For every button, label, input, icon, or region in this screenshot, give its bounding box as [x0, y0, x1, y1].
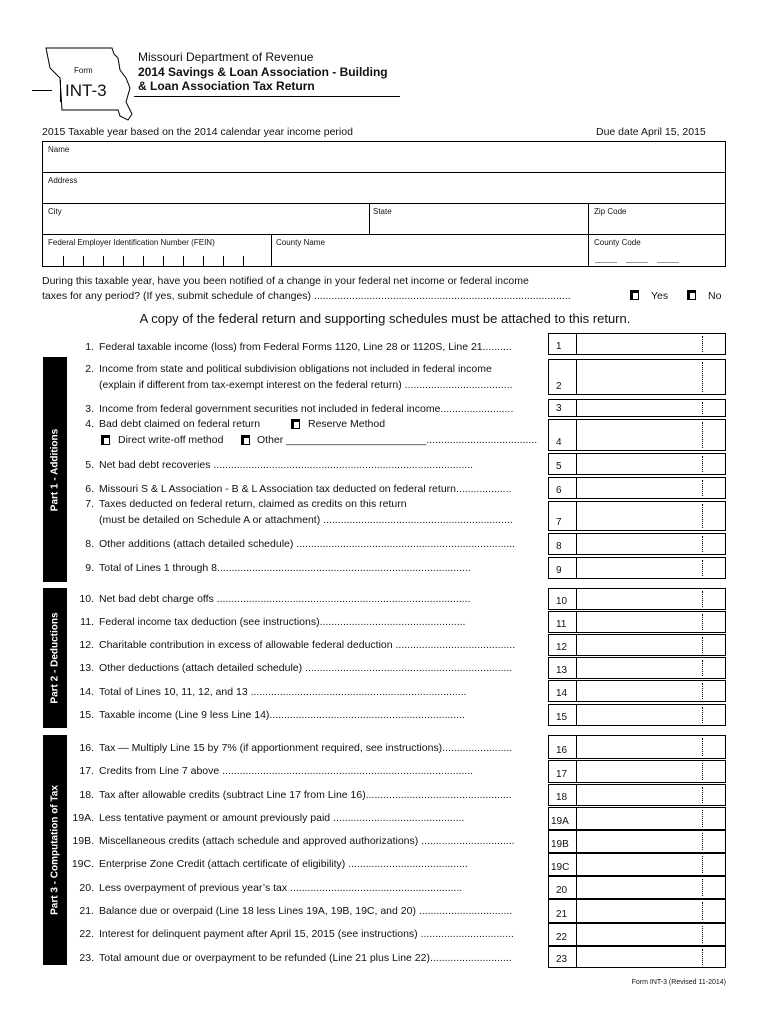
reserve-method-label: Reserve Method: [308, 418, 386, 430]
line-1-text: Federal taxable income (loss) from Federal Forms 1120, Line 28 or 1120S, Line 21..........: [99, 341, 512, 353]
line-19b-amount[interactable]: [548, 830, 726, 853]
city-label: City: [48, 207, 62, 216]
no-label: No: [708, 290, 722, 302]
line-21-text: Balance due or overpaid (Line 18 less Lines 19A, 19B, 19C, and 20) ................................: [99, 905, 513, 917]
row-divider: [43, 203, 725, 204]
cents-divider: [702, 810, 703, 827]
line-number: 16.: [79, 742, 94, 754]
box-number: 10: [549, 589, 577, 609]
line-14-text: Total of Lines 10, 11, 12, and 13 ..........................................................................: [99, 686, 467, 698]
col-divider: [369, 203, 370, 234]
cents-divider: [702, 402, 703, 414]
box-number: 20: [549, 877, 577, 898]
line-number: 14.: [79, 686, 94, 698]
line-19c-text: Enterprise Zone Credit (attach certificate of eligibility) .........................................: [99, 858, 468, 870]
cents-divider: [702, 787, 703, 803]
box-number: 22: [549, 924, 577, 945]
line-number: 3.: [85, 403, 94, 415]
cents-divider: [702, 422, 703, 448]
line-12-amount[interactable]: [548, 634, 726, 656]
no-checkbox[interactable]: [687, 290, 696, 300]
form-title-line2: & Loan Association Tax Return: [138, 79, 315, 93]
zip-label: Zip Code: [594, 207, 627, 216]
cents-divider: [702, 504, 703, 528]
line-number: 10.: [79, 593, 94, 605]
box-number: 19C: [549, 854, 577, 875]
line-number: 7.: [85, 498, 94, 510]
line-11-amount[interactable]: [548, 611, 726, 633]
line-15-amount[interactable]: [548, 704, 726, 726]
question-line2: taxes for any period? (If yes, submit schedule of changes) ........................................................................................: [42, 290, 571, 302]
line-number: 20.: [79, 882, 94, 894]
county-code-blank[interactable]: [595, 262, 617, 263]
line-number: 4.: [85, 418, 94, 430]
cents-divider: [702, 660, 703, 676]
row-divider: [43, 234, 725, 235]
line-8-amount[interactable]: [548, 533, 726, 555]
line-20-amount[interactable]: [548, 876, 726, 899]
county-code-blank[interactable]: [626, 262, 648, 263]
line-18-amount[interactable]: [548, 784, 726, 806]
line-number: 19B.: [72, 835, 94, 847]
fein-digit-tick: [203, 256, 204, 267]
direct-writeoff-checkbox[interactable]: [101, 435, 110, 445]
fein-digit-tick: [183, 256, 184, 267]
county-name-label: County Name: [276, 238, 325, 247]
part3-label: Part 3 - Computation of Tax: [49, 785, 61, 915]
line-6-amount[interactable]: [548, 477, 726, 499]
due-date: Due date April 15, 2015: [596, 126, 706, 138]
line-9-amount[interactable]: [548, 557, 726, 579]
line-number: 12.: [79, 639, 94, 651]
line-16-text: Tax — Multiply Line 15 by 7% (if apportionment required, see instructions)........................: [99, 742, 513, 754]
line-10-amount[interactable]: [548, 588, 726, 610]
line-17-amount[interactable]: [548, 760, 726, 783]
line-number: 22.: [79, 928, 94, 940]
line-number: 9.: [85, 562, 94, 574]
line-5-text: Net bad debt recoveries .........................................................................................: [99, 459, 474, 471]
fein-digit-tick: [223, 256, 224, 267]
line-number: 17.: [79, 765, 94, 777]
box-number: 19B: [549, 831, 577, 852]
box-number: 7: [549, 502, 577, 530]
cents-divider: [702, 336, 703, 352]
cents-divider: [702, 591, 703, 607]
line-20-text: Less overpayment of previous year’s tax ...........................................................: [99, 882, 463, 894]
cents-divider: [702, 480, 703, 496]
line-22-text: Interest for delinquent payment after April 15, 2015 (see instructions) ................................: [99, 928, 514, 940]
cents-divider: [702, 362, 703, 392]
header-rule: [134, 96, 400, 97]
department-name: Missouri Department of Revenue: [138, 50, 314, 64]
line-3-text: Income from federal government securities not included in federal income.........................: [99, 403, 514, 415]
county-code-label: County Code: [594, 238, 641, 247]
line-3-amount[interactable]: [548, 399, 726, 417]
form-code: INT-3: [60, 80, 107, 102]
yes-label: Yes: [651, 290, 669, 302]
line-6-text: Missouri S & L Association - B & L Association tax deducted on federal return...................: [99, 483, 512, 495]
line-12-text: Charitable contribution in excess of allowable federal deduction .........................................: [99, 639, 516, 651]
header-dash: [32, 90, 52, 91]
fein-digit-tick: [63, 256, 64, 267]
line-2-text-cont: (explain if different from tax-exempt interest on the federal return) .....................................: [99, 379, 513, 391]
box-number: 1: [549, 334, 577, 354]
cents-divider: [702, 456, 703, 472]
county-code-blank[interactable]: [657, 262, 679, 263]
box-number: 23: [549, 947, 577, 967]
cents-divider: [702, 637, 703, 653]
part1-sidebar: [43, 357, 67, 582]
line-17-text: Credits from Line 7 above ......................................................................................: [99, 765, 474, 777]
box-number: 18: [549, 785, 577, 805]
taxpayer-info-box: [42, 141, 726, 267]
box-number: 21: [549, 900, 577, 922]
fein-digit-tick: [123, 256, 124, 267]
line-number: 8.: [85, 538, 94, 550]
cents-divider: [702, 683, 703, 699]
line-19a-amount[interactable]: [548, 807, 726, 830]
line-15-text: Taxable income (Line 9 less Line 14)...................................................................: [99, 709, 465, 721]
other-method-checkbox[interactable]: [241, 435, 250, 445]
line-16-amount[interactable]: [548, 735, 726, 759]
cents-divider: [702, 949, 703, 965]
line-10-text: Net bad debt charge offs .......................................................................................: [99, 593, 471, 605]
form-title-line1: 2014 Savings & Loan Association - Building: [138, 65, 388, 79]
part1-label: Part 1 - Additions: [49, 428, 61, 511]
box-number: 8: [549, 534, 577, 554]
line-number: 13.: [79, 662, 94, 674]
line-19b-text: Miscellaneous credits (attach schedule and approved authorizations) ................................: [99, 835, 515, 847]
fein-digit-tick: [83, 256, 84, 267]
line-11-text: Federal income tax deduction (see instructions)..................................................: [99, 616, 466, 628]
line-number: 18.: [79, 789, 94, 801]
box-number: 6: [549, 478, 577, 498]
line-number: 1.: [85, 341, 94, 353]
row-divider: [43, 172, 725, 173]
line-1-amount[interactable]: [548, 333, 726, 355]
direct-writeoff-label: Direct write-off method: [118, 434, 224, 446]
line-5-amount[interactable]: [548, 453, 726, 475]
line-number: 19A.: [72, 812, 94, 824]
box-number: 5: [549, 454, 577, 474]
line-23-text: Total amount due or overpayment to be refunded (Line 21 plus Line 22)............................: [99, 952, 512, 964]
state-label: State: [373, 207, 392, 216]
box-number: 11: [549, 612, 577, 632]
part2-sidebar: [43, 588, 67, 728]
yes-checkbox[interactable]: [630, 290, 639, 300]
reserve-method-checkbox[interactable]: [291, 419, 300, 429]
cents-divider: [702, 926, 703, 943]
form-revision-footer: Form INT-3 (Revised 11-2014): [631, 979, 726, 986]
fein-digit-tick: [243, 256, 244, 267]
cents-divider: [702, 902, 703, 920]
col-divider: [588, 203, 589, 267]
box-number: 3: [549, 400, 577, 416]
line-8-text: Other additions (attach detailed schedule) ...........................................................................: [99, 538, 516, 550]
box-number: 4: [549, 420, 577, 450]
line-7-amount[interactable]: [548, 501, 726, 531]
line-13-amount[interactable]: [548, 657, 726, 679]
line-18-text: Tax after allowable credits (subtract Line 17 from Line 16)..................................................: [99, 789, 512, 801]
other-method-label: Other ________________________......................................: [257, 434, 538, 446]
line-19c-amount[interactable]: [548, 853, 726, 876]
box-number: 16: [549, 736, 577, 758]
line-number: 15.: [79, 709, 94, 721]
box-number: 15: [549, 705, 577, 725]
cents-divider: [702, 707, 703, 723]
cents-divider: [702, 560, 703, 576]
line-13-text: Other deductions (attach detailed schedule) .......................................................................: [99, 662, 513, 674]
cents-divider: [702, 879, 703, 896]
line-number: 21.: [79, 905, 94, 917]
box-number: 19A: [549, 808, 577, 829]
box-number: 14: [549, 681, 577, 701]
line-7-text: Taxes deducted on federal return, claimed as credits on this return: [99, 498, 407, 510]
question-line1: During this taxable year, have you been notified of a change in your federal net income or federal income: [42, 275, 529, 287]
form-title: [138, 65, 388, 93]
form-label: Form: [74, 66, 93, 75]
box-number: 12: [549, 635, 577, 655]
line-4-amount[interactable]: [548, 419, 726, 451]
part3-sidebar: [43, 735, 67, 965]
cents-divider: [702, 763, 703, 780]
fein-digit-tick: [143, 256, 144, 267]
line-22-amount[interactable]: [548, 923, 726, 946]
line-14-amount[interactable]: [548, 680, 726, 702]
line-number: 11.: [80, 616, 94, 628]
fein-digit-tick: [103, 256, 104, 267]
name-label: Name: [48, 145, 70, 154]
box-number: 13: [549, 658, 577, 678]
address-label: Address: [48, 176, 78, 185]
line-9-text: Total of Lines 1 through 8.......................................................................................: [99, 562, 471, 574]
box-number: 17: [549, 761, 577, 782]
line-2-text: Income from state and political subdivision obligations not included in federal income: [99, 363, 492, 375]
cents-divider: [702, 614, 703, 630]
line-19a-text: Less tentative payment or amount previously paid .............................................: [99, 812, 465, 824]
cents-divider: [702, 856, 703, 873]
line-7-text-cont: (must be detailed on Schedule A or attachment) .................................................................: [99, 514, 513, 526]
line-number: 19C.: [71, 858, 94, 870]
line-number: 23.: [79, 952, 94, 964]
fein-digit-tick: [163, 256, 164, 267]
part2-label: Part 2 - Deductions: [49, 612, 61, 704]
cents-divider: [702, 536, 703, 552]
line-23-amount[interactable]: [548, 946, 726, 968]
tax-year-text: 2015 Taxable year based on the 2014 calendar year income period: [42, 126, 353, 138]
line-number: 6.: [85, 483, 94, 495]
line-number: 5.: [85, 459, 94, 471]
fein-label: Federal Employer Identification Number (FEIN): [48, 238, 215, 247]
cents-divider: [702, 833, 703, 850]
cents-divider: [702, 738, 703, 756]
box-number: 9: [549, 558, 577, 578]
line-21-amount[interactable]: [548, 899, 726, 923]
col-divider: [271, 234, 272, 267]
box-number: 2: [549, 360, 577, 394]
line-4-text: Bad debt claimed on federal return: [99, 418, 261, 430]
federal-change-question: [42, 274, 632, 304]
line-2-amount[interactable]: [548, 359, 726, 395]
attachment-notice: A copy of the federal return and supporting schedules must be attached to this return.: [139, 311, 631, 326]
line-number: 2.: [85, 363, 94, 375]
